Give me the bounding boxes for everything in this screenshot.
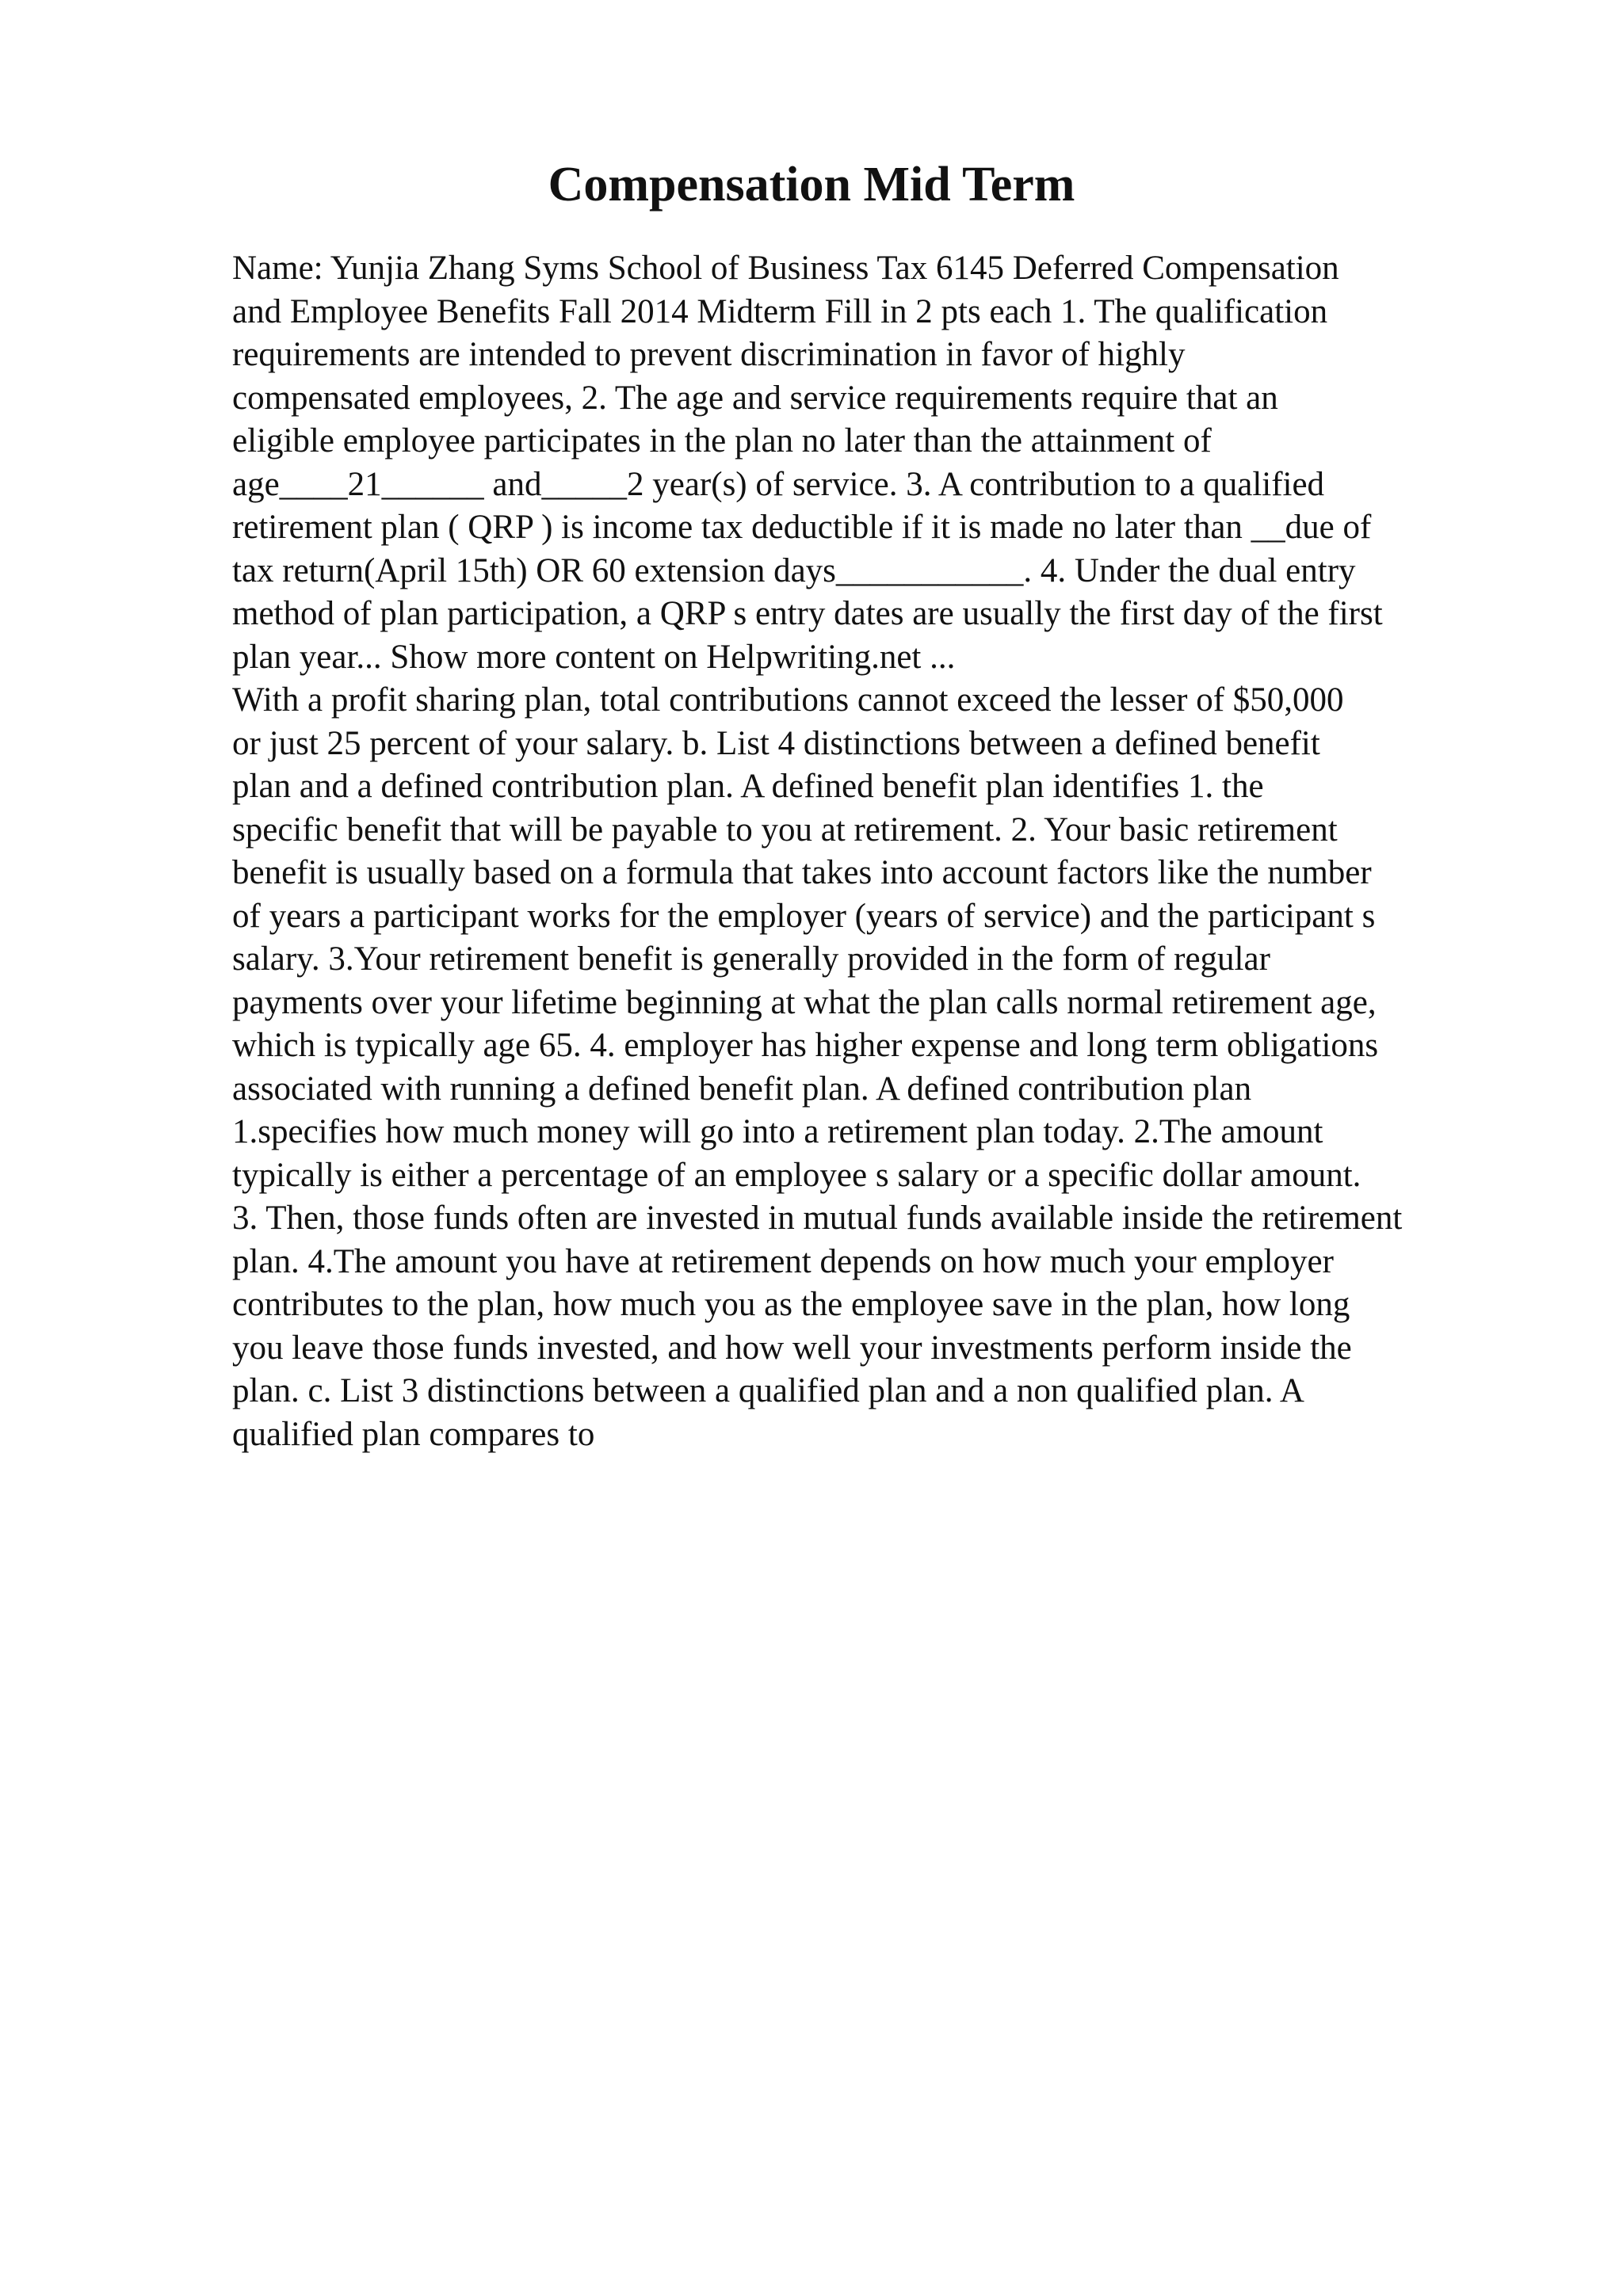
paragraph-intro: Name: Yunjia Zhang Syms School of Business Tax 6145 Deferred Compensation and Employee Benefits Fall 2014 Midterm Fill in 2 pts each 1. The qualification requirements are intended to prevent discrimination in favor of highly compensated employees, 2. The age and service requirements require that an eligible employee participates in the plan no later than the attainment of age____21______ and_____2 year(s) of service. 3. A contribution to a qualified retirement plan ( QRP ) is income tax deductible if it is made no later than __due of tax return(April 15th) OR 60 extension days___________. 4. Under the dual entry method of plan participation, a QRP s entry dates are usually the first day of the first plan year... Show more content on Helpwriting.net ... (232, 250, 1383, 676)
paragraph-continuation: With a profit sharing plan, total contributions cannot exceed the lesser of $50,000 or just 25 percent of your salary. b. List 4 distinctions between a defined benefit plan and a defined contribution plan. A defined benefit plan identifies 1. the specific benefit that will be payable to you at retirement. 2. Your basic retirement benefit is usually based on a formula that takes into account factors like the number of years a participant works for the employer (years of service) and the participant s salary. 3.Your retirement benefit is generally provided in the form of regular payments over your lifetime beginning at what the plan calls normal retirement age, which is typically age 65. 4. employer has higher expense and long term obligations associated with running a defined benefit plan. A defined contribution plan 1.specifies how much money will go into a retirement plan today. 2.The amount typically is either a percentage of an employee s salary or a specific dollar amount. 3. Then, those funds often are invested in mutual funds available inside the retirement plan. 4.The amount you have at retirement depends on how much your employer contributes to the plan, how much you as the employee save in the plan, how long you leave those funds invested, and how well your investments perform inside the plan. c. List 3 distinctions between a qualified plan and a non qualified plan. A qualified plan compares to (232, 681, 1403, 1453)
document-body (232, 247, 1516, 1456)
document-title: Compensation Mid Term (548, 158, 1075, 212)
